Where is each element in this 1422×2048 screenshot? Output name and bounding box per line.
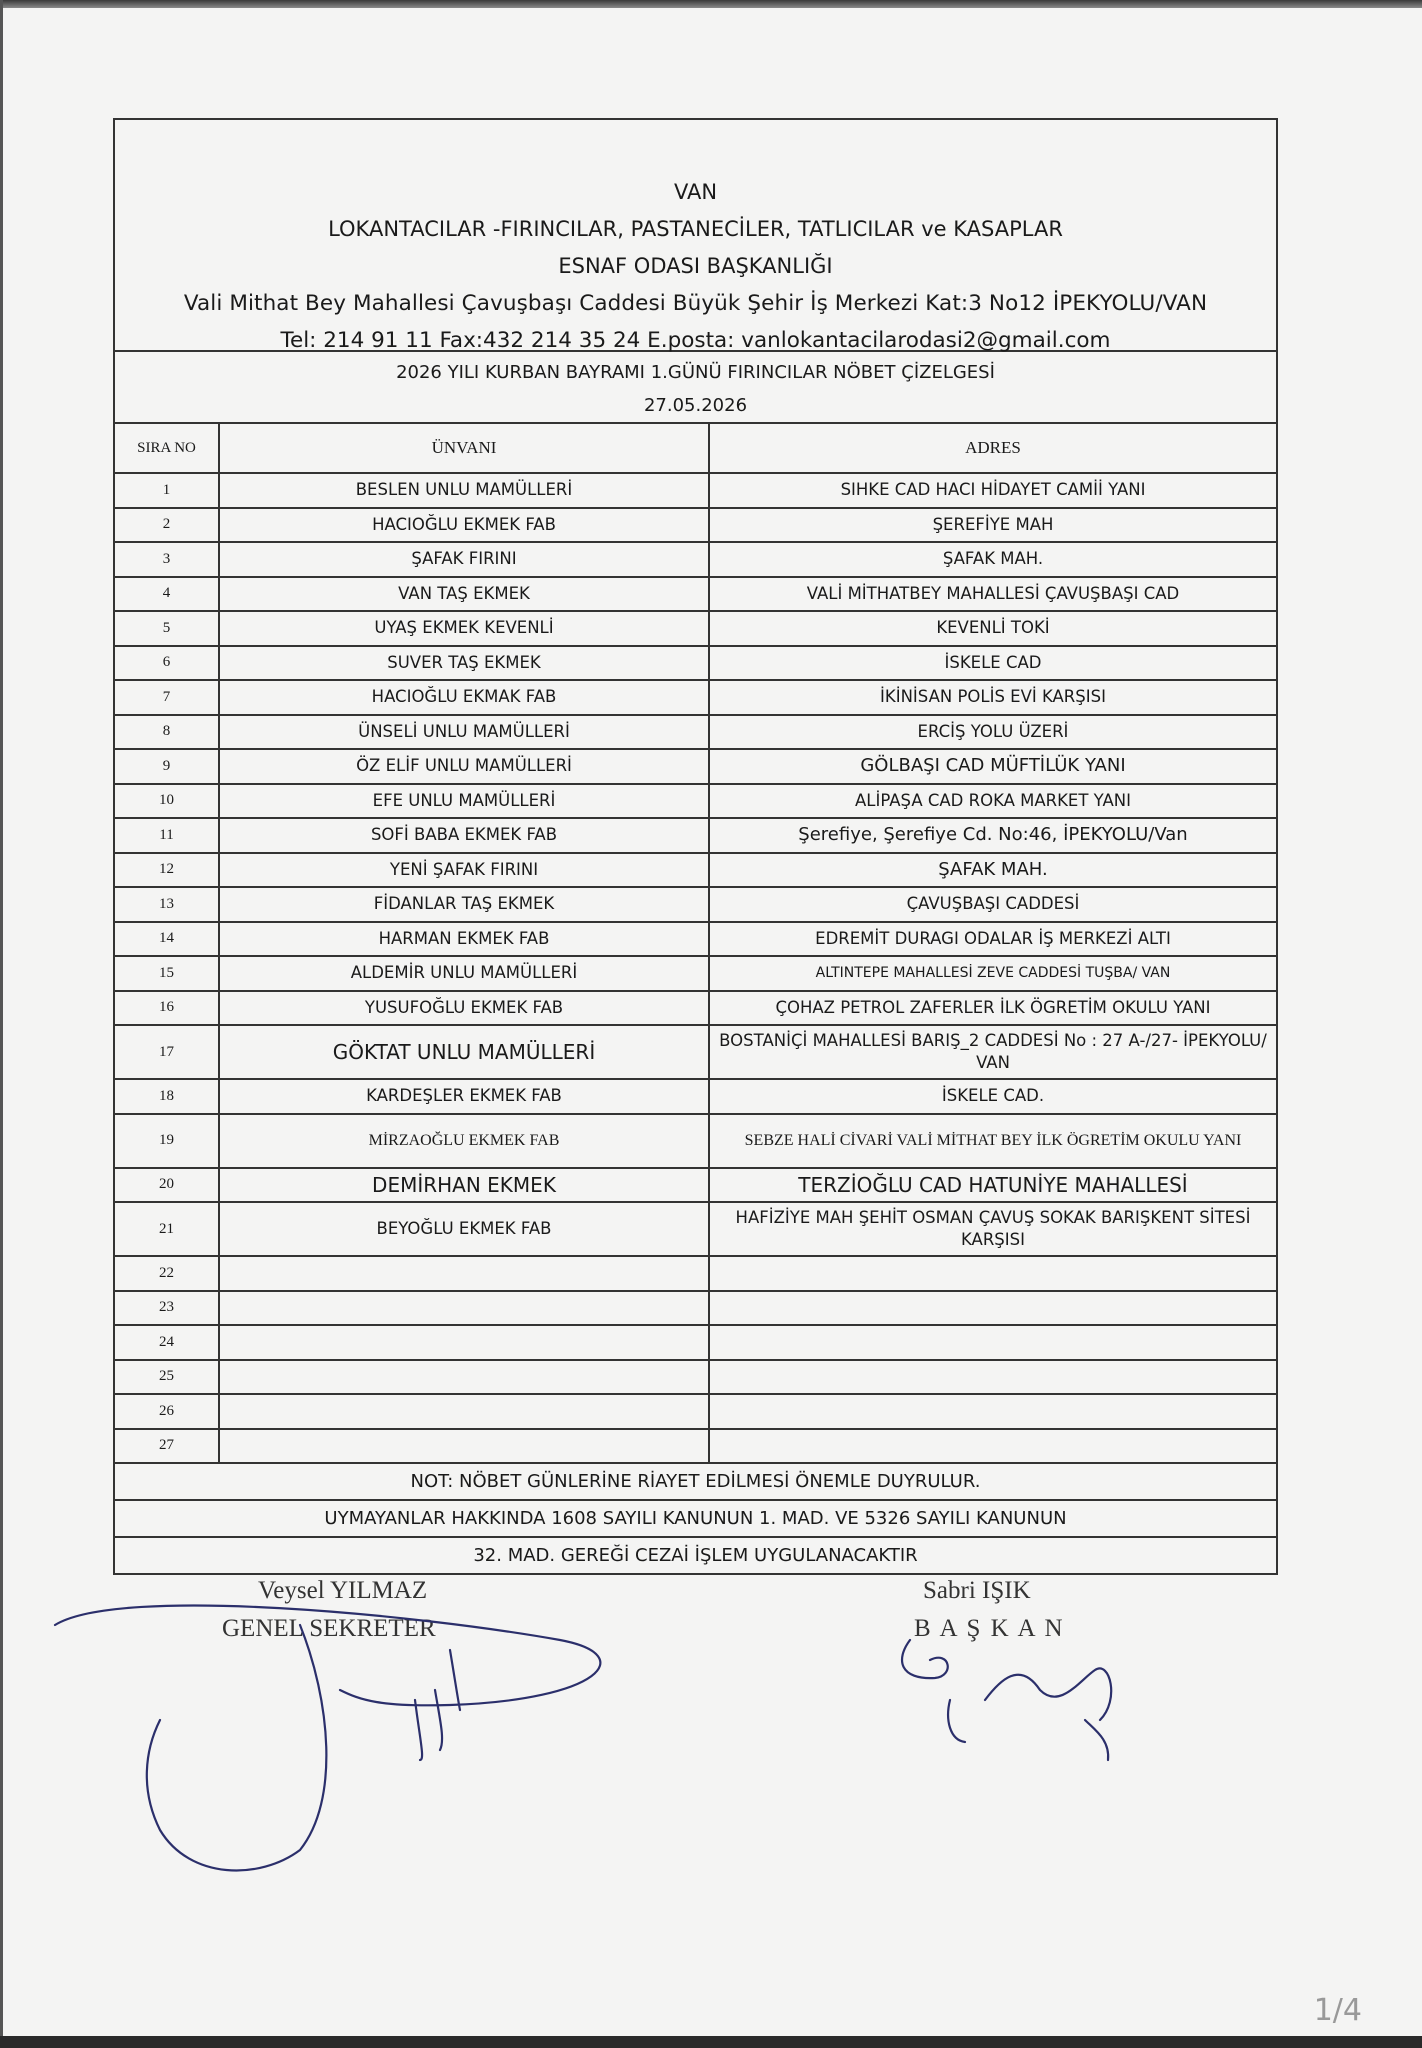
row-unvani: HARMAN EKMEK FAB (219, 922, 709, 957)
row-adres: EDREMİT DURAGI ODALAR İŞ MERKEZİ ALTI (709, 922, 1277, 957)
row-adres: ŞEREFİYE MAH (709, 508, 1277, 543)
schedule-date: 27.05.2026 (643, 395, 748, 416)
row-unvani: ÜNSELİ UNLU MAMÜLLERİ (219, 715, 709, 750)
row-adres: ŞAFAK MAH. (709, 853, 1277, 888)
left-signatory-name: Veysel YILMAZ (258, 1577, 428, 1604)
row-adres: ALTINTEPE MAHALLESİ ZEVE CADDESİ TUŞBA/ VAN (709, 956, 1277, 991)
row-unvani: DEMİRHAN EKMEK (219, 1168, 709, 1203)
row-sira-no: 13 (114, 887, 219, 922)
letterhead-address: Vali Mithat Bey Mahallesi Çavuşbaşı Caddesi Büyük Şehir İş Merkezi Kat:3 No12 İPEKYOLU/VAN (183, 291, 1208, 316)
row-sira-no: 8 (114, 715, 219, 750)
letterhead-chamber: ESNAF ODASI BAŞKANLIĞI (558, 254, 833, 278)
row-unvani: YUSUFOĞLU EKMEK FAB (219, 991, 709, 1026)
row-adres: Şerefiye, Şerefiye Cd. No:46, İPEKYOLU/Van (709, 818, 1277, 853)
row-adres: SEBZE HALİ CİVARİ VALİ MİTHAT BEY İLK ÖGRETİM OKULU YANI (709, 1114, 1277, 1168)
row-adres: ERCİŞ YOLU ÜZERİ (709, 715, 1277, 750)
footer-note-2: UYMAYANLAR HAKKINDA 1608 SAYILI KANUNUN 1. MAD. VE 5326 SAYILI KANUNUN (114, 1500, 1277, 1537)
row-unvani: ŞAFAK FIRINI (219, 542, 709, 577)
schedule-title: 2026 YILI KURBAN BAYRAMI 1.GÜNÜ FIRINCILAR NÖBET ÇİZELGESİ (396, 362, 995, 383)
right-signatory-name: Sabri IŞIK (923, 1577, 1031, 1604)
row-sira-no: 2 (114, 508, 219, 543)
row-sira-no: 12 (114, 853, 219, 888)
row-unvani: EFE UNLU MAMÜLLERİ (219, 784, 709, 819)
row-sira-no: 24 (114, 1325, 219, 1360)
row-unvani: HACIOĞLU EKMEK FAB (219, 508, 709, 543)
row-sira-no: 21 (114, 1202, 219, 1256)
row-unvani: ÖZ ELİF UNLU MAMÜLLERİ (219, 749, 709, 784)
left-signature-loop (147, 1625, 327, 1870)
row-sira-no: 27 (114, 1429, 219, 1464)
left-signatory-title: GENEL SEKRETER (222, 1615, 436, 1642)
left-signature-stroke (55, 1606, 600, 1706)
row-sira-no: 18 (114, 1079, 219, 1114)
row-sira-no: 15 (114, 956, 219, 991)
row-adres: SIHKE CAD HACI HİDAYET CAMİİ YANI (709, 473, 1277, 508)
row-sira-no: 25 (114, 1360, 219, 1395)
row-adres: HAFİZİYE MAH ŞEHİT OSMAN ÇAVUŞ SOKAK BARIŞKENT SİTESİ KARŞISI (709, 1202, 1277, 1256)
row-sira-no: 16 (114, 991, 219, 1026)
right-signature-stroke (902, 1640, 1111, 1742)
row-adres: VALİ MİTHATBEY MAHALLESİ ÇAVUŞBAŞI CAD (709, 577, 1277, 612)
bottom-edge-shadow (0, 2036, 1422, 2048)
row-adres: ALİPAŞA CAD ROKA MARKET YANI (709, 784, 1277, 819)
row-unvani: FİDANLAR TAŞ EKMEK (219, 887, 709, 922)
row-adres: İSKELE CAD (709, 646, 1277, 681)
row-unvani: GÖKTAT UNLU MAMÜLLERİ (219, 1025, 709, 1079)
right-signatory-title: B A Ş K A N (914, 1615, 1065, 1642)
row-adres: İSKELE CAD. (709, 1079, 1277, 1114)
row-unvani: BESLEN UNLU MAMÜLLERİ (219, 473, 709, 508)
row-unvani: ALDEMİR UNLU MAMÜLLERİ (219, 956, 709, 991)
row-sira-no: 26 (114, 1394, 219, 1429)
row-unvani: BEYOĞLU EKMEK FAB (219, 1202, 709, 1256)
row-sira-no: 3 (114, 542, 219, 577)
row-sira-no: 19 (114, 1114, 219, 1168)
row-adres: ŞAFAK MAH. (709, 542, 1277, 577)
row-sira-no: 10 (114, 784, 219, 819)
column-header-sira-no: SIRA NO (114, 423, 219, 473)
row-sira-no: 20 (114, 1168, 219, 1203)
letterhead-organization: LOKANTACILAR -FIRINCILAR, PASTANECİLER, TATLICILAR ve KASAPLAR (328, 217, 1063, 241)
footer-note-3: 32. MAD. GEREĞİ CEZAİ İŞLEM UYGULANACAKTIR (114, 1537, 1277, 1574)
row-sira-no: 6 (114, 646, 219, 681)
row-sira-no: 11 (114, 818, 219, 853)
row-adres: GÖLBAŞI CAD MÜFTİLÜK YANI (709, 749, 1277, 784)
row-adres: İKİNİSAN POLİS EVİ KARŞISI (709, 680, 1277, 715)
row-sira-no: 7 (114, 680, 219, 715)
row-sira-no: 17 (114, 1025, 219, 1079)
letterhead-city: VAN (673, 180, 718, 204)
row-unvani: SOFİ BABA EKMEK FAB (219, 818, 709, 853)
right-signature-tail (1085, 1720, 1108, 1760)
row-sira-no: 23 (114, 1291, 219, 1326)
row-unvani: HACIOĞLU EKMAK FAB (219, 680, 709, 715)
letterhead-contact: Tel: 214 91 11 Fax:432 214 35 24 E.posta: vanlokantacilarodasi2@gmail.com (280, 328, 1111, 353)
column-header-unvani: ÜNVANI (219, 423, 709, 473)
row-adres: BOSTANİÇİ MAHALLESİ BARIŞ_2 CADDESİ No : 27 A-/27- İPEKYOLU/ VAN (709, 1025, 1277, 1079)
row-adres: TERZİOĞLU CAD HATUNİYE MAHALLESİ (709, 1168, 1277, 1203)
row-sira-no: 5 (114, 611, 219, 646)
row-adres: KEVENLİ TOKİ (709, 611, 1277, 646)
row-sira-no: 9 (114, 749, 219, 784)
row-sira-no: 1 (114, 473, 219, 508)
column-header-adres: ADRES (709, 423, 1277, 473)
row-unvani: SUVER TAŞ EKMEK (219, 646, 709, 681)
row-unvani: YENİ ŞAFAK FIRINI (219, 853, 709, 888)
row-unvani: UYAŞ EKMEK KEVENLİ (219, 611, 709, 646)
page-indicator: 1/4 (1313, 1993, 1362, 2028)
row-unvani: MİRZAOĞLU EKMEK FAB (219, 1114, 709, 1168)
row-unvani: VAN TAŞ EKMEK (219, 577, 709, 612)
footer-note-1: NOT: NÖBET GÜNLERİNE RİAYET EDİLMESİ ÖNEMLE DUYRULUR. (114, 1464, 1277, 1500)
row-unvani: KARDEŞLER EKMEK FAB (219, 1079, 709, 1114)
row-sira-no: 14 (114, 922, 219, 957)
row-adres: ÇOHAZ PETROL ZAFERLER İLK ÖGRETİM OKULU YANI (709, 991, 1277, 1026)
row-sira-no: 22 (114, 1256, 219, 1291)
row-sira-no: 4 (114, 577, 219, 612)
row-adres: ÇAVUŞBAŞI CADDESİ (709, 887, 1277, 922)
